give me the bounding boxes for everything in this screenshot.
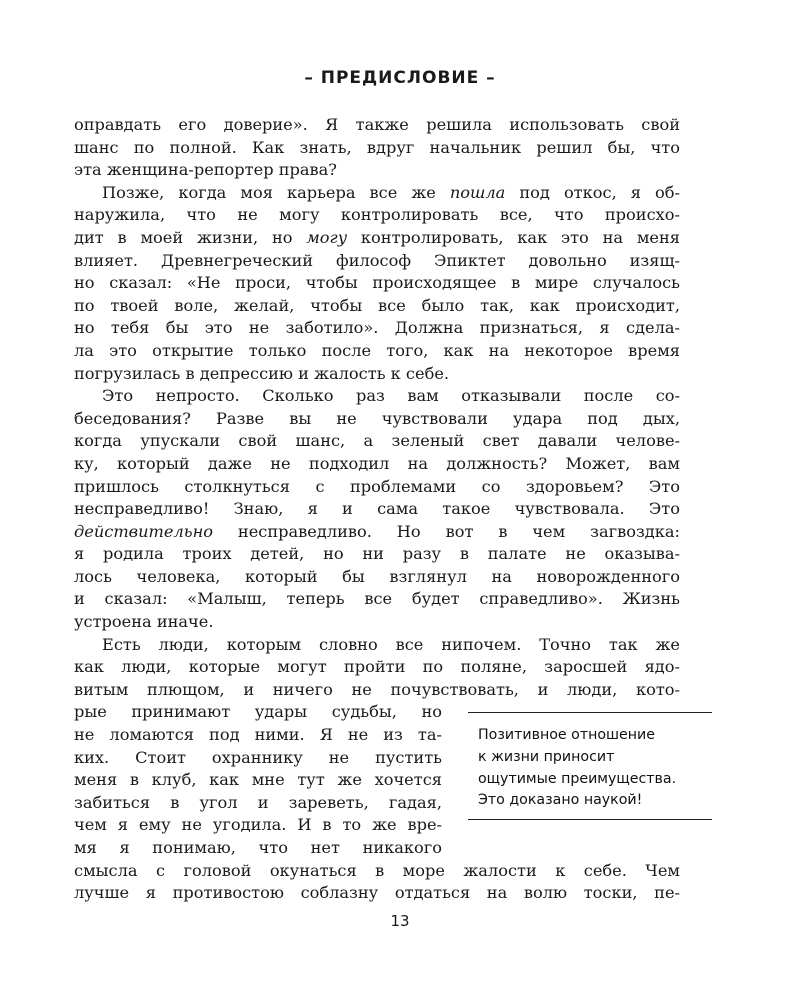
text-line: пришлось столкнуться с проблемами со здоровьем? Это <box>74 476 680 496</box>
text-line: меня в клуб, как мне тут же хочется <box>74 770 442 790</box>
text-line: ких. Стоит охраннику не пустить <box>74 747 442 767</box>
page-number: 13 <box>390 912 410 930</box>
text-line: ла это открытие только после того, как на некоторое время <box>74 340 680 360</box>
text-line: Позже, когда моя карьера все же пошла под откос, я об- <box>102 182 680 202</box>
text-line: как люди, которые могут пройти по поляне, заросшей ядо- <box>74 657 680 677</box>
text-line: влияет. Древнегреческий философ Эпиктет довольно изящ- <box>74 250 680 270</box>
text-line: не ломаются под ними. Я не из та- <box>74 725 442 745</box>
text-line: витым плющом, и ничего не почувствовать, и люди, кото- <box>74 679 680 699</box>
text-line: Это непросто. Сколько раз вам отказывали после со- <box>102 386 680 406</box>
text-line: но тебя бы это не заботило». Должна признаться, я сдела- <box>74 318 680 338</box>
text-line: погрузилась в депрессию и жалость к себе. <box>74 363 450 383</box>
text-line: Есть люди, которым словно все нипочем. Точно так же <box>102 634 680 654</box>
running-header: – ПРЕДИСЛОВИЕ – <box>304 68 496 88</box>
text-line: наружила, что не могу контролировать все, что происхо- <box>74 205 680 225</box>
pull-quote-line: к жизни приносит <box>478 748 615 765</box>
text-line: я родила троих детей, но ни разу в палате не оказыва- <box>74 544 680 564</box>
text-line: шанс по полной. Как знать, вдруг начальник решил бы, что <box>74 137 680 157</box>
text-line: устроена иначе. <box>74 612 214 632</box>
text-line: лучше я противостою соблазну отдаться на волю тоски, пе- <box>74 883 680 903</box>
emphasis: могу <box>306 227 348 247</box>
text-line: по твоей воле, желай, чтобы все было так, как происходит, <box>74 295 680 315</box>
text-line: дит в моей жизни, но могу контролировать, как это на меня <box>74 227 680 247</box>
text-line: чем я ему не угодила. И в то же вре- <box>74 815 442 835</box>
text-line: эта женщина-репортер права? <box>74 160 337 180</box>
text-line: лось человека, который бы взглянул на новорожденного <box>74 566 680 586</box>
pull-quote-line: Позитивное отношение <box>478 727 655 743</box>
text-line: но сказал: «Не проси, чтобы происходящее в мире случалось <box>74 273 680 293</box>
text-line: забиться в угол и зареветь, гадая, <box>74 792 442 812</box>
text-line: беседования? Разве вы не чувствовали удара под дых, <box>74 408 680 428</box>
text-line: рые принимают удары судьбы, но <box>74 702 442 722</box>
text-line: и сказал: «Малыш, теперь все будет справедливо». Жизнь <box>74 589 680 609</box>
pull-quote <box>468 712 712 820</box>
text-line: мя я понимаю, что нет никакого <box>74 838 442 857</box>
text-line: несправедливо! Знаю, я и сама такое чувствовала. Это <box>74 499 680 519</box>
text-line: действительно несправедливо. Но вот в чем загвоздка: <box>74 521 680 541</box>
pull-quote-line: Это доказано наукой! <box>478 792 643 809</box>
text-line: когда упускали свой шанс, а зеленый свет давали челове- <box>74 431 680 451</box>
pull-quote-line: ощутимые преимущества. <box>478 770 677 787</box>
pull-quote-text <box>478 725 712 812</box>
text-line: смысла с головой окунаться в море жалости к себе. Чем <box>74 860 680 880</box>
emphasis: действительно <box>74 521 213 541</box>
text-line: оправдать его доверие». Я также решила использовать свой <box>74 115 680 134</box>
text-line: ку, который даже не подходил на должность? Может, вам <box>74 453 680 473</box>
emphasis: пошла <box>449 182 506 202</box>
